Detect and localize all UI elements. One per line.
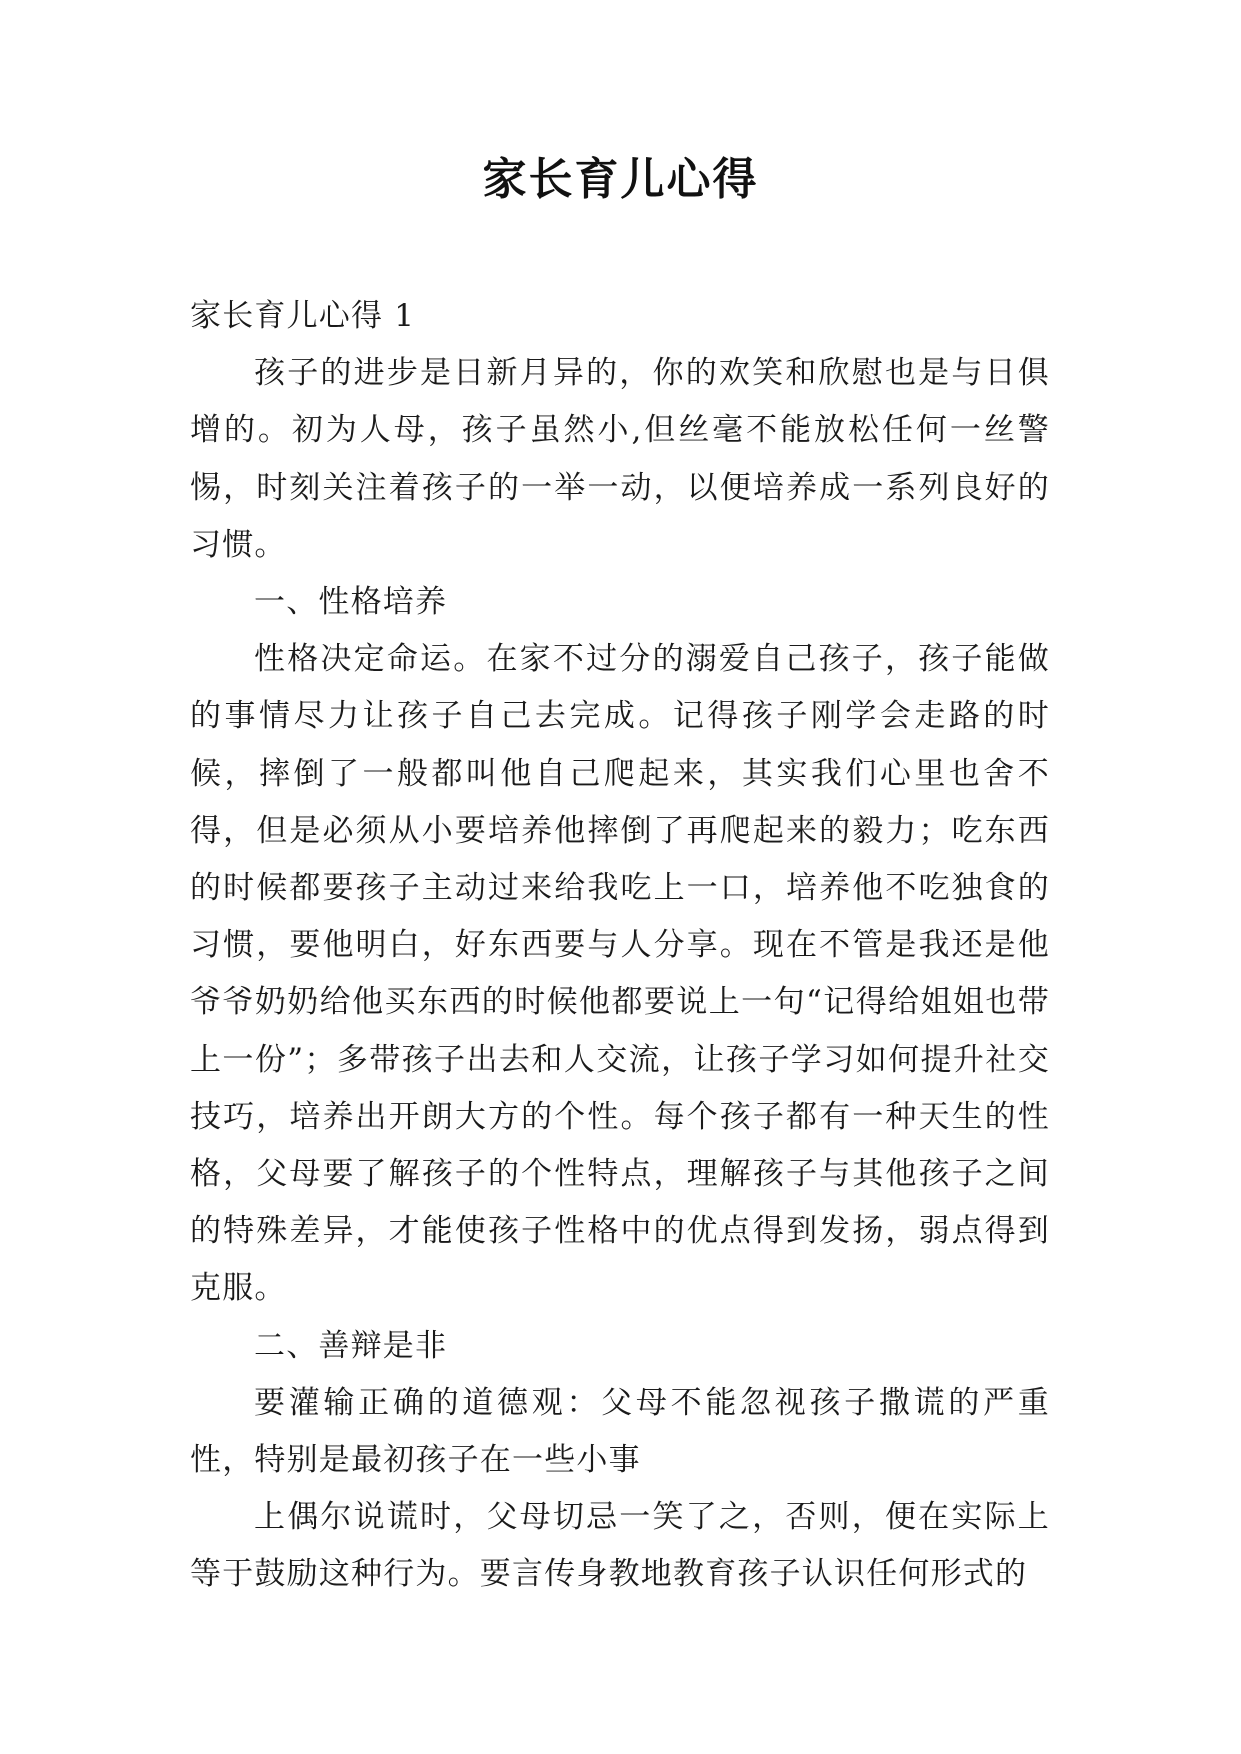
document-title: 家长育儿心得 xyxy=(482,154,759,205)
section-title: 家长育儿心得 1 xyxy=(190,298,416,334)
paragraph-morality: 要灌输正确的道德观：父母不能忽视孩子撒谎的严重性，特别是最初孩子在一些小事 xyxy=(190,1384,1050,1479)
document-body xyxy=(190,288,1050,1604)
heading-right-wrong: 二、善辩是非 xyxy=(254,1327,448,1364)
paragraph-personality: 性格决定命运。在家不过分的溺爱自己孩子，孩子能做的事情尽力让孩子自己去完成。记得孩子刚学会走路的时候，摔倒了一般都叫他自己爬起来，其实我们心里也舍不得，但是必须从小要培养他摔倒了再爬起来的毅力；吃东西的时候都要孩子主动过来给我吃上一口，培养他不吃独食的习惯，要他明白，好东西要与人分享。现在不管是我还是他爷爷奶奶给他买东西的时候他都要说上一句“记得给姐姐也带上一份”；多带孩子出去和人交流，让孩子学习如何提升社交技巧，培养出开朗大方的个性。每个孩子都有一种天生的性格，父母要了解孩子的个性特点，理解孩子与其他孩子之间的特殊差异，才能使孩子性格中的优点得到发扬，弱点得到克服。 xyxy=(190,641,1050,1307)
paragraph-lying: 上偶尔说谎时，父母切忌一笑了之，否则，便在实际上等于鼓励这种行为。要言传身教地教育孩子认识任何形式的 xyxy=(190,1499,1050,1593)
paragraph-intro: 孩子的进步是日新月异的，你的欢笑和欣慰也是与日俱增的。初为人母，孩子虽然小,但丝毫不能放松任何一丝警惕，时刻关注着孩子的一举一动，以便培养成一系列良好的习惯。 xyxy=(190,355,1050,563)
heading-personality: 一、性格培养 xyxy=(254,584,448,621)
